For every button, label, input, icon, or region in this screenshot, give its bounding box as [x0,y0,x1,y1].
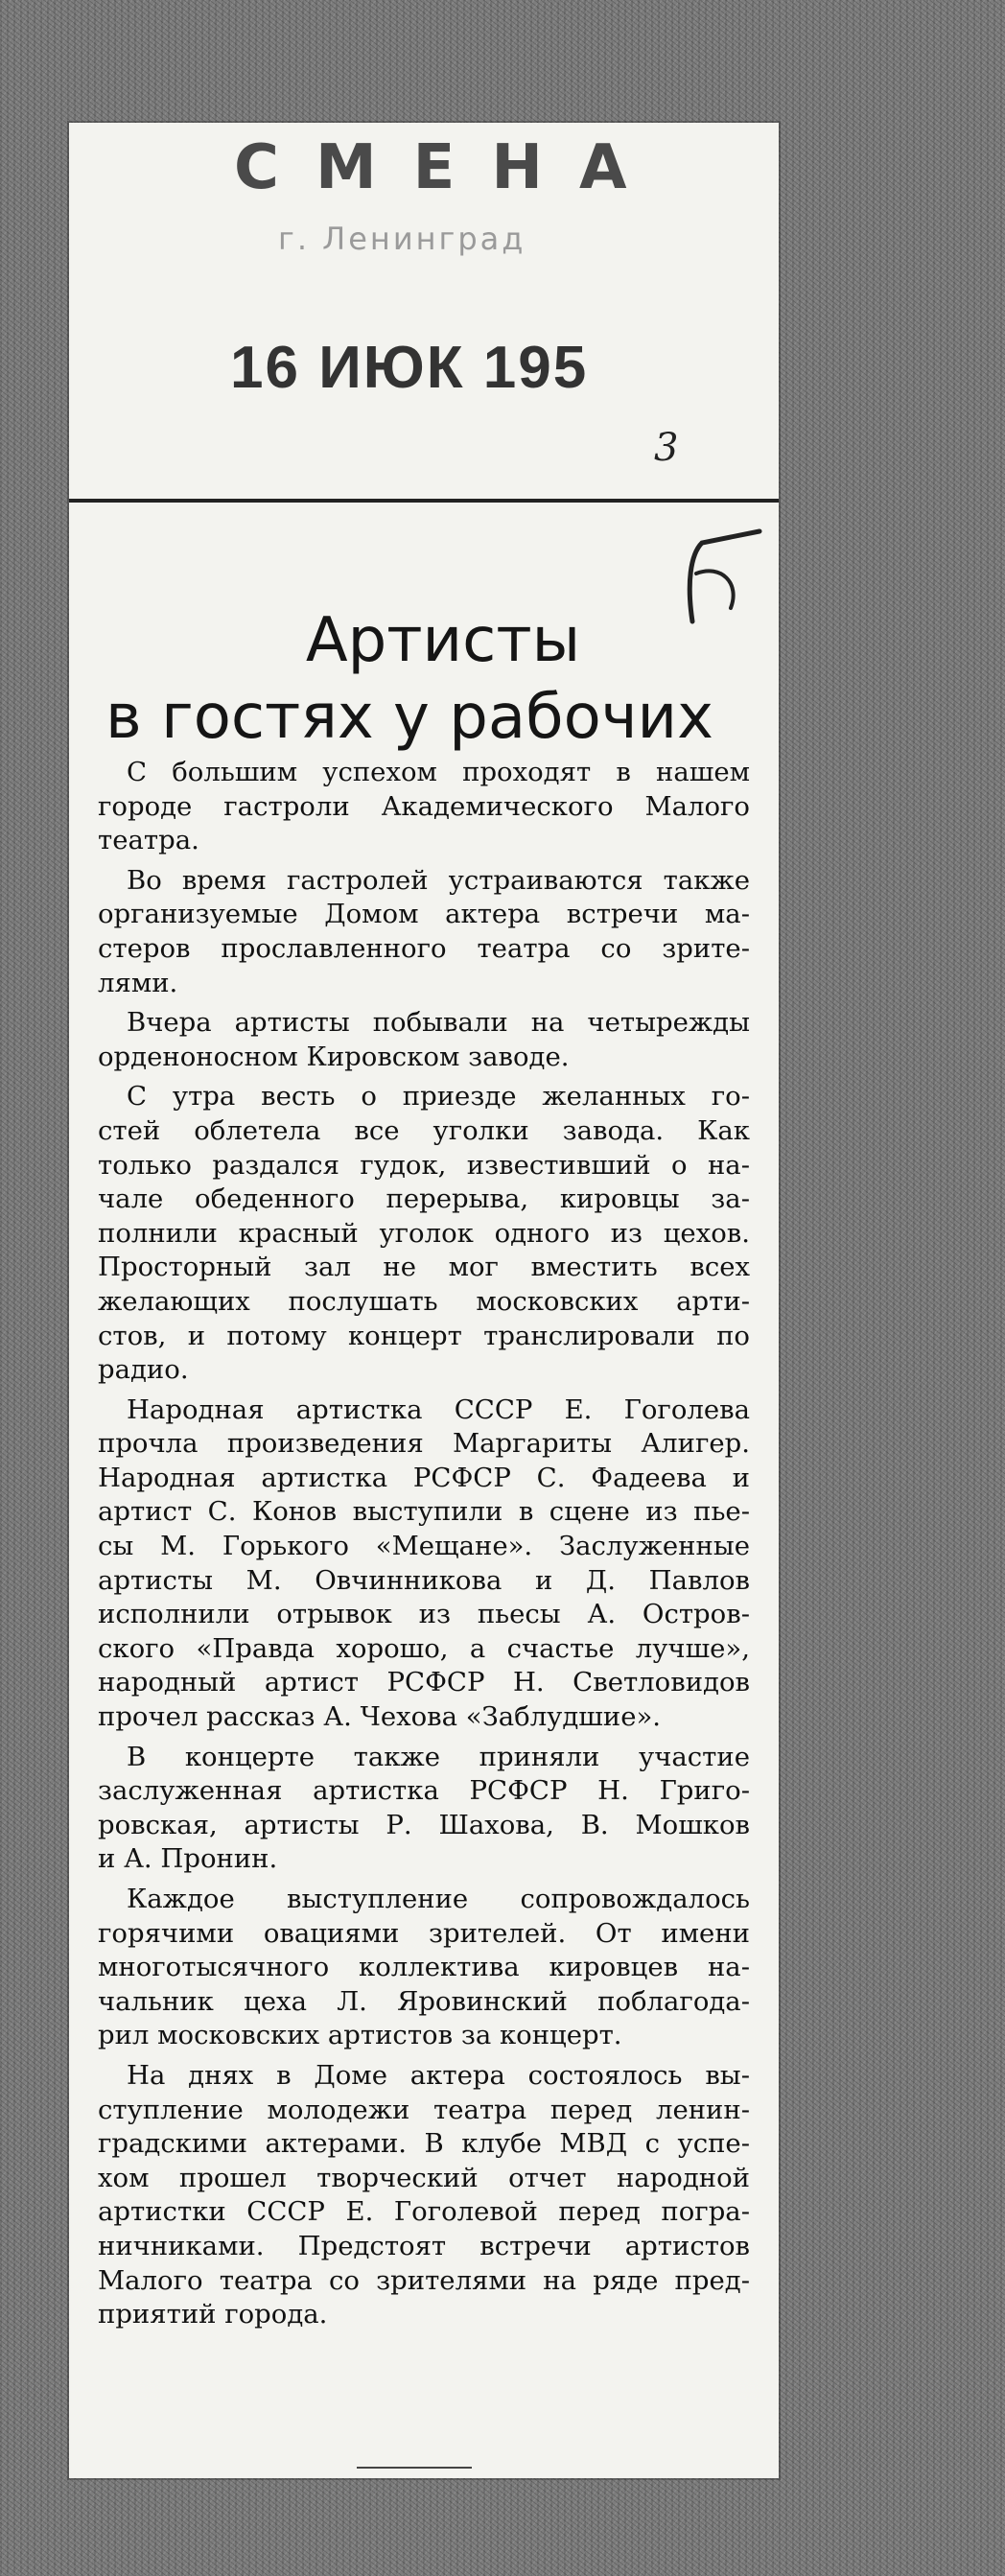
article-headline [69,602,779,756]
article-paragraph [98,2059,750,2332]
headline-line-1: Артисты [305,605,581,676]
headline-line-2: в гостях у рабочих [105,682,713,753]
article-paragraph [98,1080,750,1387]
article-line: рил московских артистов за концерт. [98,2020,622,2051]
stamp-newspaper-name: СМЕНА [234,132,664,203]
article-line: радио. [98,1354,189,1386]
article-line: В концерте также приняли участие [127,1741,750,1772]
article-line: На днях в Доме актера состоялось вы- [127,2059,750,2091]
article-paragraph [98,1006,750,1074]
article-line: ровская, артисты Р. Шахова, В. Мошков [98,1809,750,1840]
stamp-city: г. Ленинград [278,221,526,257]
article-line: стов, и потому концерт транслировали по [98,1320,750,1351]
article-line: ничниками. Предстоят встречи артистов [98,2230,750,2261]
article-line: ступление молодежи театра перед ленин- [98,2094,750,2125]
article-line: народный артист РСФСР Н. Светловидов [98,1667,750,1698]
article-line: стей облетела все уголки завода. Как [98,1114,750,1146]
article-line: городе гастроли Академического Малого [98,790,750,822]
article-line: С утра весть о приезде желанных го- [127,1081,750,1112]
article-line: Во время гастролей устраиваются также [127,864,750,896]
article-line: артист С. Конов выступили в сцене из пье- [98,1496,750,1528]
article-paragraph [98,1883,750,2053]
article-line: Народная артистка РСФСР С. Фадеева и [98,1462,750,1493]
article-line: Народная артистка СССР Е. Гоголева [127,1393,750,1425]
article-line: приятий города. [98,2299,328,2330]
article-line: ского «Правда хорошо, а счастье лучше», [98,1632,750,1664]
article-line: градскими актерами. В клубе МВД с успе- [98,2128,750,2160]
article-line: многотысячного коллектива кировцев на- [98,1952,750,1983]
page-number: 3 [654,426,679,470]
article-line: Малого театра со зрителями на ряде пред- [98,2264,750,2296]
article-line: исполнили отрывок из пьесы А. Остров- [98,1599,750,1630]
article-line: артистки СССР Е. Гоголевой перед погра- [98,2196,750,2228]
end-rule [357,2467,472,2469]
article-line: полнили красный уголок одного из цехов. [98,1217,750,1249]
article-line: и А. Пронин. [98,1843,278,1875]
article-line: чальник цеха Л. Яровинский поблагода- [98,1985,750,2017]
article-paragraph [98,756,750,858]
article-line: артисты М. Овчинникова и Д. Павлов [98,1564,750,1596]
article-line: горячими овациями зрителей. От имени [98,1917,750,1949]
article-line: сы М. Горького «Мещане». Заслуженные [98,1531,750,1562]
article-line: С большим успехом проходят в нашем [127,757,750,787]
article-line: орденоносном Кировском заводе. [98,1041,570,1072]
article-line: Каждое выступление сопровождалось [127,1884,750,1914]
article-body [98,756,750,2338]
article-line: Просторный зал не мог вместить всех [98,1252,750,1283]
article-line: прочла произведения Маргариты Алигер. [98,1428,750,1460]
article-line: только раздался гудок, известивший о на- [98,1149,750,1181]
stamp-date: 16 ИЮК 195 [230,335,589,401]
article-line: театра. [98,825,199,856]
article-line: стеров прославленного театра со зрите- [98,932,750,964]
article-line: желающих послушать московских арти- [98,1285,750,1317]
article-line: организуемые Домом актера встречи ма- [98,899,750,930]
article-line: заслуженная артистка РСФСР Н. Григо- [98,1775,750,1807]
article-paragraph [98,864,750,1000]
article-line: лями. [98,967,178,998]
article-line: хом прошел творческий отчет народной [98,2162,750,2193]
newspaper-clipping [69,123,779,2478]
article-line: чале обеденного перерыва, кировцы за- [98,1183,750,1215]
article-paragraph [98,1393,750,1735]
header-rule [69,499,779,503]
article-line: прочел рассказ А. Чехова «Заблудшие». [98,1701,662,1733]
article-paragraph [98,1741,750,1877]
article-line: Вчера артисты побывали на четырежды [127,1007,750,1039]
